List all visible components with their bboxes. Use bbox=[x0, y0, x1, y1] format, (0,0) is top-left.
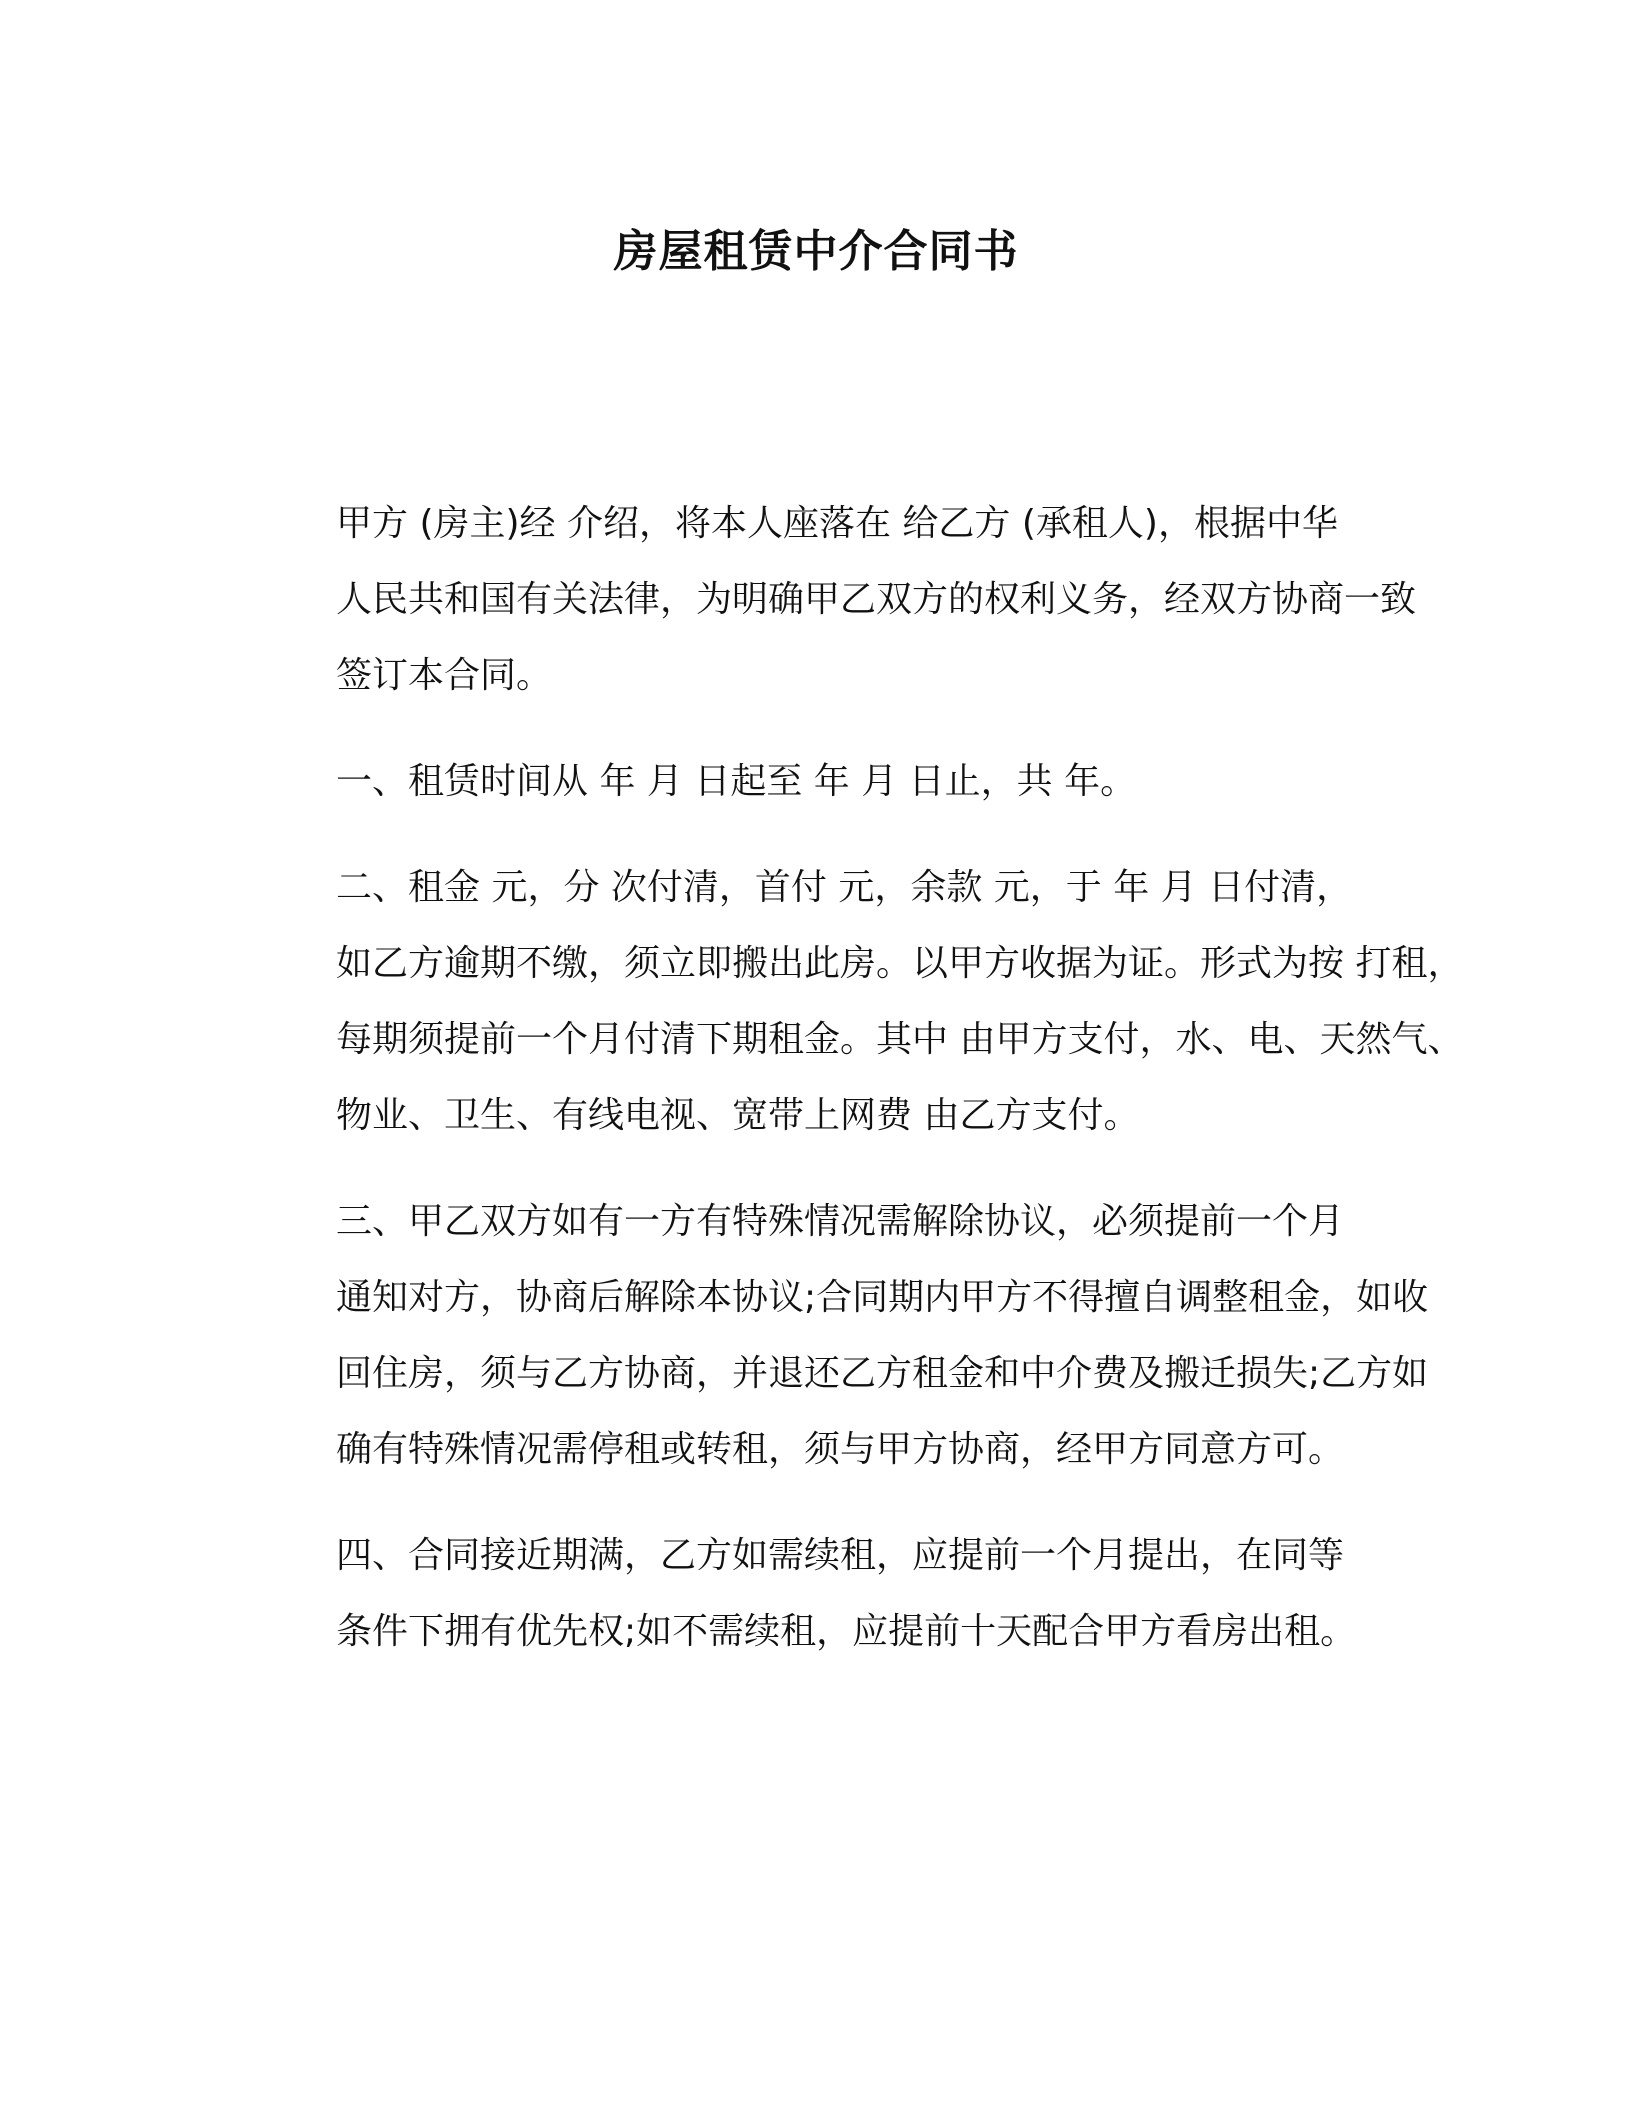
paragraph-line: 回住房，须与乙方协商，并退还乙方租金和中介费及搬迁损失;乙方如 bbox=[336, 1353, 1429, 1394]
paragraph-line: 确有特殊情况需停租或转租，须与甲方协商，经甲方同意方可。 bbox=[336, 1429, 1345, 1470]
paragraph-line: 通知对方，协商后解除本协议;合同期内甲方不得擅自调整租金，如收 bbox=[336, 1277, 1429, 1318]
clause-1 bbox=[240, 744, 1390, 820]
paragraph-line: 一、租赁时间从 年 月 日起至 年 月 日止，共 年。 bbox=[336, 761, 1137, 802]
paragraph-line: 每期须提前一个月付清下期租金。其中 由甲方支付，水、电、天然气、 bbox=[336, 1019, 1464, 1060]
paragraph-line: 签订本合同。 bbox=[336, 655, 553, 696]
paragraph-line: 三、甲乙双方如有一方有特殊情况需解除协议，必须提前一个月 bbox=[336, 1201, 1345, 1242]
clause-2 bbox=[240, 850, 1464, 1154]
document-title: 房屋租赁中介合同书 bbox=[613, 226, 1019, 277]
paragraph-line: 二、租金 元，分 次付清，首付 元，余款 元，于 年 月 日付清， bbox=[336, 867, 1353, 908]
paragraph-line: 如乙方逾期不缴，须立即搬出此房。以甲方收据为证。形式为按 打租， bbox=[336, 943, 1464, 984]
paragraph-line: 条件下拥有优先权;如不需续租，应提前十天配合甲方看房出租。 bbox=[336, 1611, 1357, 1652]
clause-4 bbox=[240, 1518, 1390, 1670]
paragraph-line: 四、合同接近期满，乙方如需续租，应提前一个月提出，在同等 bbox=[336, 1535, 1345, 1576]
paragraph-preamble bbox=[240, 486, 1417, 714]
paragraph-line: 人民共和国有关法律，为明确甲乙双方的权利义务，经双方协商一致 bbox=[336, 579, 1417, 620]
clause-3 bbox=[240, 1184, 1429, 1488]
paragraph-line: 物业、卫生、有线电视、宽带上网费 由乙方支付。 bbox=[336, 1095, 1140, 1136]
paragraph-line: 甲方 (房主)经 介绍，将本人座落在 给乙方 (承租人)，根据中华 bbox=[336, 503, 1338, 544]
document-body bbox=[240, 486, 1464, 1700]
